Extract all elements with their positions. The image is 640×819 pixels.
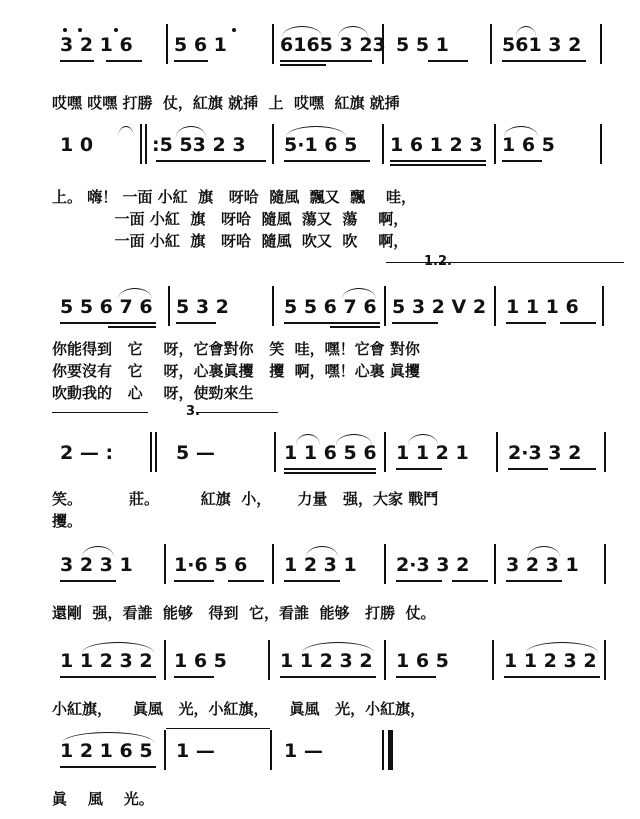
measure-3-notes: 5·1 6 5 bbox=[284, 134, 358, 156]
measure-2-notes: 5 — bbox=[176, 442, 215, 464]
fermata bbox=[118, 126, 134, 137]
beam-line bbox=[390, 164, 486, 166]
high-octave-dot bbox=[232, 28, 236, 32]
high-octave-dot bbox=[78, 28, 82, 32]
measure-2-notes: :5 53 2 3 bbox=[152, 134, 246, 156]
lyrics-verse-1: 哎嘿 哎嘿 打勝 仗，紅旗 就揷 上 哎嘿 紅旗 就揷 bbox=[52, 94, 400, 112]
beam-line bbox=[228, 580, 264, 582]
slur bbox=[504, 126, 538, 137]
high-octave-dot bbox=[63, 28, 67, 32]
notation-line-1 bbox=[0, 20, 640, 64]
barline bbox=[272, 24, 274, 64]
measure-3-notes: 1 1 6 5 6 bbox=[284, 442, 377, 464]
barline bbox=[602, 286, 604, 326]
beam-line bbox=[60, 580, 116, 582]
notation-line-6 bbox=[0, 636, 640, 680]
barline bbox=[268, 640, 270, 680]
beam-line bbox=[60, 322, 156, 324]
slur bbox=[306, 546, 338, 557]
beam-line bbox=[392, 322, 438, 324]
measure-1-notes: 2 — : bbox=[60, 442, 114, 464]
barline bbox=[600, 24, 602, 64]
beam-line bbox=[508, 468, 548, 470]
beam-line bbox=[280, 64, 326, 66]
measure-2-notes: 1 6 5 bbox=[174, 650, 227, 672]
beam-line bbox=[504, 676, 600, 678]
beam-line bbox=[502, 160, 542, 162]
barline bbox=[166, 24, 168, 64]
barline bbox=[150, 432, 152, 472]
beam-line bbox=[396, 580, 442, 582]
beam-line bbox=[176, 322, 216, 324]
barline bbox=[382, 124, 384, 164]
lyrics-verse-1: 上。 嗨！ 一面 小紅 旗 呀哈 隨風 飄又 飄 哇， bbox=[52, 188, 417, 206]
slur bbox=[118, 288, 152, 299]
slur bbox=[338, 26, 368, 37]
slur bbox=[286, 126, 346, 137]
lyrics-verse-1: 你能得到 它 呀，它會對你 笑 哇，嘿！它會 對你 bbox=[52, 340, 420, 358]
beam-line bbox=[560, 468, 596, 470]
beam-line bbox=[60, 766, 156, 768]
measure-5-notes: 3 2 3 1 bbox=[506, 554, 579, 576]
beam-line bbox=[284, 472, 376, 474]
beam-line bbox=[284, 468, 376, 470]
barline bbox=[145, 124, 147, 164]
beam-line bbox=[428, 60, 468, 62]
measure-4-notes: 1 6 1 2 3 bbox=[390, 134, 483, 156]
barline bbox=[496, 432, 498, 472]
lyrics-verse-2: 你要沒有 它 呀，心裏眞攫 攫 啊，嘿！心裏 眞攫 bbox=[52, 362, 420, 380]
measure-4-notes: 5 3 2 V 2 bbox=[392, 296, 487, 318]
measure-5-notes: 1 6 5 bbox=[502, 134, 555, 156]
beam-line bbox=[396, 676, 436, 678]
slur bbox=[82, 642, 154, 653]
measure-3-notes: 6165 3 23 bbox=[280, 34, 386, 56]
notation-line-2 bbox=[0, 120, 640, 164]
volta-bracket bbox=[196, 412, 278, 413]
beam-line bbox=[502, 60, 586, 62]
barline bbox=[600, 124, 602, 164]
volta-bracket-end bbox=[52, 412, 148, 413]
slur bbox=[82, 546, 114, 557]
lyrics-verse-3: 吹動我的 心 呀，使勁來生 bbox=[52, 384, 254, 402]
barline bbox=[164, 640, 166, 680]
lyrics-verse-1: 還剛 强，看誰 能够 得到 它，看誰 能够 打勝 仗。 bbox=[52, 604, 436, 622]
barline bbox=[384, 544, 386, 584]
slur bbox=[528, 546, 560, 557]
beam-line bbox=[60, 676, 156, 678]
barline bbox=[140, 124, 142, 164]
lyrics-verse-2: 一面 小紅 旗 呀哈 隨風 蕩又 蕩 啊， bbox=[52, 210, 409, 228]
measure-1-notes: 3 2 1 6 bbox=[60, 34, 133, 56]
beam-line bbox=[174, 580, 214, 582]
measure-4-notes: 1 1 2 1 bbox=[396, 442, 469, 464]
beam-line bbox=[506, 580, 562, 582]
measure-3-notes: 1 2 3 1 bbox=[284, 554, 357, 576]
measure-3-notes: 5 5 6 7 6 bbox=[284, 296, 377, 318]
slur bbox=[296, 434, 320, 445]
barline bbox=[492, 640, 494, 680]
measure-2-notes: 1·6 5 6 bbox=[174, 554, 248, 576]
beam-line bbox=[390, 160, 486, 162]
barline bbox=[155, 432, 157, 472]
barline bbox=[384, 286, 386, 326]
slur bbox=[408, 434, 438, 445]
beam-line bbox=[284, 322, 380, 324]
beam-line bbox=[284, 160, 370, 162]
final-barline-thin bbox=[382, 730, 384, 770]
measure-5-notes: 561 3 2 bbox=[502, 34, 582, 56]
notation-line-3 bbox=[0, 282, 640, 326]
beam-line bbox=[174, 60, 208, 62]
barline bbox=[384, 432, 386, 472]
barline bbox=[604, 544, 606, 584]
lyrics-verse-3: 一面 小紅 旗 呀哈 隨風 吹又 吹 啊， bbox=[52, 232, 409, 250]
beam-line bbox=[60, 60, 94, 62]
beam-line bbox=[108, 326, 156, 328]
barline bbox=[270, 730, 272, 770]
measure-5-notes: 2·3 3 2 bbox=[508, 442, 582, 464]
barline bbox=[494, 544, 496, 584]
measure-1-notes: 1 1 2 3 2 bbox=[60, 650, 153, 672]
measure-1-notes: 1 0 bbox=[60, 134, 94, 156]
slur bbox=[302, 642, 374, 653]
measure-4-notes: 1 6 5 bbox=[396, 650, 449, 672]
beam-line bbox=[174, 676, 214, 678]
notation-line-4 bbox=[0, 428, 640, 472]
barline bbox=[164, 730, 166, 770]
lyrics-verse-2: 攫。 bbox=[52, 512, 83, 530]
notation-line-7 bbox=[0, 726, 640, 770]
barline bbox=[272, 286, 274, 326]
beam-line bbox=[106, 60, 142, 62]
beam-line bbox=[506, 322, 546, 324]
beam-line bbox=[280, 60, 372, 62]
measure-5-notes: 1 1 2 3 2 bbox=[504, 650, 597, 672]
lyrics-verse-1: 眞 風 光。 bbox=[52, 790, 154, 808]
beam-line bbox=[156, 160, 266, 162]
slur bbox=[526, 642, 598, 653]
measure-3-notes: 1 — bbox=[284, 740, 323, 762]
barline bbox=[490, 24, 492, 64]
volta-label: 1.2. bbox=[424, 254, 452, 269]
beam-line bbox=[560, 322, 596, 324]
volta-label: 3. bbox=[186, 404, 200, 419]
high-octave-dot bbox=[114, 28, 118, 32]
measure-5-notes: 1 1 1 6 bbox=[506, 296, 579, 318]
tie-line bbox=[166, 728, 270, 729]
measure-2-notes: 1 — bbox=[176, 740, 215, 762]
barline bbox=[168, 286, 170, 326]
barline bbox=[494, 286, 496, 326]
measure-1-notes: 3 2 3 1 bbox=[60, 554, 133, 576]
beam-line bbox=[330, 326, 380, 328]
notation-line-5 bbox=[0, 540, 640, 584]
measure-2-notes: 5 3 2 bbox=[176, 296, 229, 318]
lyrics-verse-1: 小紅旗， 眞風 光，小紅旗， 眞風 光，小紅旗， bbox=[52, 700, 426, 718]
volta-bracket bbox=[386, 262, 624, 263]
barline bbox=[274, 432, 276, 472]
beam-line bbox=[284, 580, 340, 582]
beam-line bbox=[280, 676, 376, 678]
slur bbox=[516, 26, 536, 37]
measure-1-notes: 1 2 1 6 5 bbox=[60, 740, 153, 762]
slur bbox=[282, 26, 322, 37]
barline bbox=[494, 124, 496, 164]
barline bbox=[272, 544, 274, 584]
measure-4-notes: 2·3 3 2 bbox=[396, 554, 470, 576]
slur bbox=[62, 732, 154, 743]
measure-3-notes: 1 1 2 3 2 bbox=[280, 650, 373, 672]
measure-1-notes: 5 5 6 7 6 bbox=[60, 296, 153, 318]
slur bbox=[336, 434, 372, 445]
lyrics-verse-1: 笑。 莊。 紅旗 小， 力量 强，大家 戰鬥 bbox=[52, 490, 439, 508]
barline bbox=[384, 640, 386, 680]
barline bbox=[604, 640, 606, 680]
beam-line bbox=[396, 468, 442, 470]
final-barline-thick bbox=[388, 730, 393, 770]
barline bbox=[164, 544, 166, 584]
barline bbox=[272, 124, 274, 164]
beam-line bbox=[452, 580, 488, 582]
measure-4-notes: 5 5 1 bbox=[396, 34, 449, 56]
measure-2-notes: 5 6 1 bbox=[174, 34, 227, 56]
slur bbox=[342, 288, 376, 299]
slur bbox=[176, 126, 206, 137]
barline bbox=[604, 432, 606, 472]
